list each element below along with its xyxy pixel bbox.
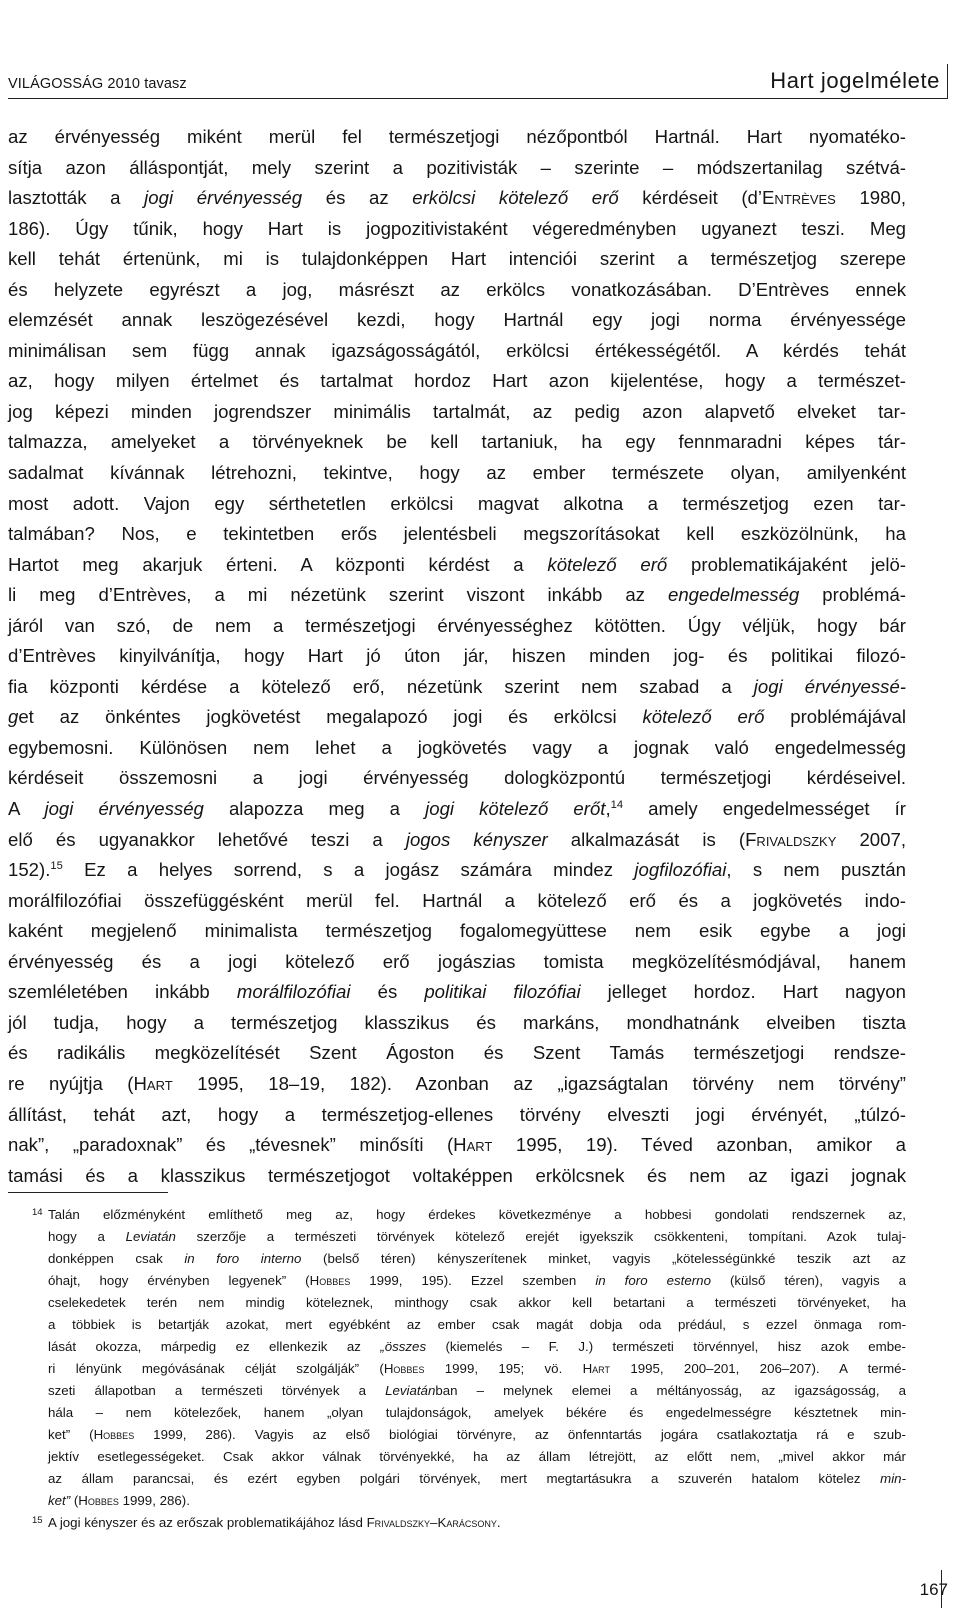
text-run: jektív esetlegességeket. Csak akkor válnak törvényekké, ha az állam létrejött, az előtt nem, „mivel akkor már bbox=[48, 1449, 906, 1464]
author-name: Karácsony bbox=[437, 1515, 497, 1530]
header-rule bbox=[8, 98, 948, 99]
text-run: – bbox=[430, 1515, 438, 1530]
italic-text: engedelmesség bbox=[667, 584, 800, 606]
text-run: d’Entrèves kinyilvánítja, hogy Hart jó úton jár, hiszen minden jog- és politikai filozó- bbox=[8, 645, 906, 667]
body-line bbox=[8, 702, 906, 733]
article-title: Hart jogelmélete bbox=[770, 68, 940, 93]
text-run: alapozza meg a bbox=[203, 798, 426, 820]
body-line bbox=[8, 122, 906, 153]
author-name: Hobbes bbox=[383, 1361, 425, 1376]
body-line bbox=[8, 153, 906, 184]
text-run: 1999, 195). Ezzel szemben bbox=[350, 1273, 596, 1288]
text-run: tamási és a klasszikus természetjogot voltaképpen erkölcsnek és nem az igazi jognak bbox=[8, 1164, 906, 1186]
body-line bbox=[8, 550, 906, 581]
text-run: lasztották a bbox=[8, 187, 145, 209]
footnote-reference: 15 bbox=[50, 859, 63, 872]
author-name: Hobbes bbox=[93, 1427, 135, 1442]
footnote-reference: 14 bbox=[610, 798, 624, 811]
header-corner-rule bbox=[947, 64, 948, 98]
italic-text: jogi érvényesség bbox=[144, 187, 303, 209]
italic-text: „összes bbox=[380, 1339, 427, 1354]
text-run: ( bbox=[70, 1493, 79, 1508]
author-name: Hart bbox=[582, 1361, 611, 1376]
text-run: re nyújtja ( bbox=[8, 1072, 134, 1094]
text-run: szerzője a természeti törvények kötelező erejét igyekszik csökkenteni, tompítani. Azok tulaj- bbox=[175, 1229, 906, 1244]
footnote-line bbox=[48, 1380, 906, 1402]
text-run: és bbox=[350, 981, 425, 1003]
text-run: 2007, bbox=[836, 828, 906, 850]
text-run: , s nem pusztán bbox=[726, 859, 906, 881]
text-run: jól tudja, hogy a természetjog klasszikus és markáns, mondhatnánk elveiben tiszta bbox=[8, 1011, 906, 1033]
text-run: cselekedetek terén nem mindig köteleznek, minthogy csak akkor kell betartani a természeti törvényeket, ha bbox=[48, 1295, 906, 1310]
text-run: ri lényünk megóvásának célját szolgálják” ( bbox=[48, 1361, 384, 1376]
italic-text: g bbox=[8, 706, 19, 728]
text-run: az, hogy milyen értelmet és tartalmat hordoz Hart azon kijelentése, hogy a természet- bbox=[8, 370, 906, 392]
body-line bbox=[8, 794, 906, 825]
text-run: A bbox=[8, 798, 45, 820]
text-run: amely engedelmességet ír bbox=[623, 798, 906, 820]
body-line bbox=[8, 1069, 906, 1100]
text-run: talmában? Nos, e tekintetben erős jelentésbeli megszorításokat kell eszközölnünk, ha bbox=[8, 523, 906, 545]
footnote-line bbox=[48, 1358, 906, 1380]
text-run: (belső téren) kényszerítenek minket, vagyis „kötelességünkké teszik azt az bbox=[301, 1251, 906, 1266]
text-run: problémájával bbox=[764, 706, 906, 728]
footnote-line bbox=[48, 1402, 906, 1424]
text-run: az állam parancsai, és ezért egyben polgári törvények, mert megtartásukra a szuverén hatalom kötelez bbox=[48, 1471, 881, 1486]
footnote-line bbox=[48, 1270, 906, 1292]
text-run: fia központi kérdése a kötelező erő, nézetünk szerint nem szabad a bbox=[8, 675, 754, 697]
text-run: Talán előzményként említhető meg az, hogy érdekes következménye a hobbesi gondolati rendszernek az, bbox=[48, 1207, 906, 1222]
footnote-line bbox=[48, 1468, 906, 1490]
text-run: 1999, 286). Vagyis az első biológiai törvényre, az önfenntartás jogára csatlakoztatja rá e szub- bbox=[134, 1427, 906, 1442]
body-line bbox=[8, 672, 906, 703]
author-name: Hart bbox=[453, 1134, 493, 1156]
journal-issue: VILÁGOSSÁG 2010 tavasz bbox=[8, 76, 187, 92]
footnote-line bbox=[48, 1248, 906, 1270]
text-run: szeti állapotban a természeti törvények a bbox=[48, 1383, 386, 1398]
page-number: 167 bbox=[919, 1580, 948, 1599]
italic-text: erkölcsi kötelező erő bbox=[412, 187, 619, 209]
body-line bbox=[8, 916, 906, 947]
text-run: jog képezi minden jogrendszer minimális tartalmát, az pedig azon alapvető elveket tar- bbox=[8, 400, 906, 422]
italic-text: ket” bbox=[48, 1493, 71, 1508]
text-run: 1995, 18–19, 182). Azonban az „igazságtalan törvény nem törvény” bbox=[172, 1072, 906, 1094]
body-line bbox=[8, 1038, 906, 1069]
text-run: ket” ( bbox=[48, 1427, 94, 1442]
text-run: és radikális megközelítését Szent Ágoston és Szent Tamás természetjogi rendsze- bbox=[8, 1042, 906, 1064]
footnote-line bbox=[48, 1424, 906, 1446]
italic-text: in foro esterno bbox=[595, 1273, 711, 1288]
text-run: lását okozza, márpedig ez ellenkezik az bbox=[48, 1339, 381, 1354]
footnote-line bbox=[48, 1226, 906, 1248]
body-line bbox=[8, 977, 906, 1008]
text-run: járól van szó, de nem a természetjogi érvényességhez kötötten. Úgy véljük, hogy bár bbox=[8, 614, 906, 636]
text-run: Hartot meg akarjuk érteni. A központi kérdést a bbox=[8, 553, 548, 575]
text-run: szemléletében inkább bbox=[8, 981, 237, 1003]
text-run: A jogi kényszer és az erőszak problematikájához lásd bbox=[48, 1515, 367, 1530]
text-run: hogy a bbox=[48, 1229, 126, 1244]
text-run: kaként megjelenő minimalista természetjog fogalomegyüttese nem esik egybe a jogi bbox=[8, 920, 906, 942]
italic-text: politikai filozófiai bbox=[424, 981, 581, 1003]
text-run: állítást, tehát azt, hogy a természetjog-ellenes törvény elveszti jogi érvényét, „túlzó- bbox=[8, 1103, 906, 1125]
text-run: sadalmat kívánnak létrehozni, tekintve, hogy az ember természete olyan, amilyenként bbox=[8, 462, 906, 484]
body-text bbox=[8, 122, 906, 1191]
italic-text: morálfilozófiai bbox=[236, 981, 351, 1003]
text-run: egybemosni. Különösen nem lehet a jogkövetés vagy a jognak való engedelmesség bbox=[8, 736, 906, 758]
body-line bbox=[8, 763, 906, 794]
italic-text: jogfilozófiai bbox=[634, 859, 727, 881]
body-line bbox=[8, 214, 906, 245]
footnote bbox=[8, 1512, 906, 1534]
body-line bbox=[8, 947, 906, 978]
body-line bbox=[8, 1161, 906, 1192]
text-run: et az önkéntes jogkövetést megalapozó jogi és erkölcsi bbox=[18, 706, 643, 728]
text-run: hála – nem kötelezőek, hanem „olyan tulajdonságok, amelyek békére és engedelmességre késztetnek min- bbox=[48, 1405, 906, 1420]
text-run: , bbox=[605, 798, 611, 820]
italic-text: jogi érvényessé- bbox=[753, 675, 907, 697]
body-line bbox=[8, 1008, 906, 1039]
footnote-line bbox=[48, 1446, 906, 1468]
text-run: 1995, 19). Téved azonban, amikor a bbox=[492, 1134, 907, 1156]
text-run: kérdéseit összemosni a jogi érvényesség dologközpontú természetjogi kérdéseivel. bbox=[8, 767, 906, 789]
text-run: most adott. Vajon egy sérthetetlen erkölcsi magvat alkotna a természetjog ezen tar- bbox=[8, 492, 906, 514]
footnote-line bbox=[48, 1292, 906, 1314]
italic-text: kötelező erő bbox=[642, 706, 765, 728]
italic-text: min- bbox=[880, 1471, 906, 1486]
body-line bbox=[8, 458, 906, 489]
text-run: 152). bbox=[8, 859, 51, 881]
body-line bbox=[8, 611, 906, 642]
author-name: Hobbes bbox=[309, 1273, 351, 1288]
italic-text: jogos kényszer bbox=[405, 828, 548, 850]
italic-text: in foro interno bbox=[184, 1251, 302, 1266]
footnote bbox=[8, 1204, 906, 1512]
body-line bbox=[8, 1130, 906, 1161]
text-run: és az bbox=[302, 187, 413, 209]
italic-text: jogi kötelező erőt bbox=[425, 798, 606, 820]
text-run: és helyzete egyrészt a jog, másrészt az erkölcs vonatkozásában. D’Entrèves ennek bbox=[8, 278, 906, 300]
text-run: ban – melynek elemei a méltányosság, az igazságosság, a bbox=[435, 1383, 906, 1398]
footnote-number: 14 bbox=[32, 1207, 43, 1218]
italic-text: Leviatán bbox=[125, 1229, 176, 1244]
text-run: . bbox=[496, 1515, 501, 1530]
italic-text: kötelező erő bbox=[547, 553, 668, 575]
body-line bbox=[8, 427, 906, 458]
text-run: a többiek is betartják azokat, mert egyébként az ember csak magát dobja oda prédául, s ezzel önmaga rom- bbox=[48, 1317, 906, 1332]
author-name: Hobbes bbox=[78, 1493, 119, 1508]
text-run: nak”, „paradoxnak” és „tévesnek” minősíti ( bbox=[8, 1134, 454, 1156]
body-line bbox=[8, 855, 906, 886]
footnote-number: 15 bbox=[32, 1515, 43, 1526]
footnote-line bbox=[48, 1512, 906, 1534]
text-run: (külső téren), vagyis a bbox=[710, 1273, 906, 1288]
text-run: 1999, 195; vö. bbox=[424, 1361, 583, 1376]
text-run: sítja azon álláspontját, mely szerint a pozitivisták – szerinte – módszertanilag szétvá- bbox=[8, 156, 906, 178]
text-run: morálfilozófiai összefüggésként merül fel. Hartnál a kötelező erő és a jogkövetés indo- bbox=[8, 889, 906, 911]
author-name: Hart bbox=[133, 1072, 173, 1094]
author-name: Frivaldszky bbox=[366, 1515, 431, 1530]
text-run: problémá- bbox=[799, 584, 906, 606]
body-line bbox=[8, 886, 906, 917]
body-line bbox=[8, 244, 906, 275]
text-run: óhajt, hogy érvényben legyenek” ( bbox=[48, 1273, 310, 1288]
body-line bbox=[8, 1100, 906, 1131]
footnote-line bbox=[48, 1490, 906, 1512]
text-run: li meg d’Entrèves, a mi nézetünk szerint viszont inkább az bbox=[8, 584, 668, 606]
text-run: jelleget hordoz. Hart nagyon bbox=[580, 981, 906, 1003]
text-run: donképpen csak bbox=[48, 1251, 185, 1266]
text-run: (kiemelés – F. J.) természeti törvénnyel, hisz azok embe- bbox=[426, 1339, 906, 1354]
text-run: minimálisan sem függ annak igazságosságától, erkölcsi értékességétől. A kérdés tehát bbox=[8, 339, 906, 361]
text-run: alkalmazását is ( bbox=[547, 828, 746, 850]
text-run: érvényesség és a jogi kötelező erő jogászias tomista megközelítésmódjával, hanem bbox=[8, 950, 906, 972]
text-run: elemzését annak leszögezésével kezdi, hogy Hartnál egy jogi norma érvényessége bbox=[8, 309, 906, 331]
text-run: problematikájaként jelö- bbox=[667, 553, 906, 575]
text-run: elő és ugyanakkor lehetővé teszi a bbox=[8, 828, 406, 850]
body-line bbox=[8, 580, 906, 611]
author-name: Frivaldszky bbox=[745, 828, 837, 850]
body-line bbox=[8, 519, 906, 550]
body-line bbox=[8, 183, 906, 214]
text-run: az érvényesség miként merül fel természetjogi nézőpontból Hartnál. Hart nyomatéko- bbox=[8, 126, 906, 147]
footnote-line bbox=[48, 1314, 906, 1336]
footnote-line bbox=[48, 1336, 906, 1358]
text-run: 186). Úgy tűnik, hogy Hart is jogpozitivistaként végeredményben ugyanezt teszi. Meg bbox=[8, 217, 906, 239]
footnotes bbox=[8, 1204, 906, 1534]
body-line bbox=[8, 275, 906, 306]
body-line bbox=[8, 366, 906, 397]
body-line bbox=[8, 336, 906, 367]
author-name: Entrèves bbox=[762, 187, 836, 209]
running-head bbox=[8, 64, 948, 104]
footnote-separator bbox=[8, 1192, 168, 1193]
text-run: 1999, 286). bbox=[118, 1493, 190, 1508]
body-line bbox=[8, 641, 906, 672]
body-line bbox=[8, 733, 906, 764]
body-line bbox=[8, 489, 906, 520]
text-run: 1980, bbox=[835, 187, 906, 209]
text-run: talmazza, amelyeket a törvényeknek be kell tartaniuk, ha egy fennmaradni képes tár- bbox=[8, 431, 906, 453]
text-run: Ez a helyes sorrend, s a jogász számára mindez bbox=[62, 859, 635, 881]
text-run: kell tehát értenünk, mi is tulajdonképpen Hart intenciói szerint a természetjog szerepe bbox=[8, 248, 906, 270]
text-run: kérdéseit (d’ bbox=[618, 187, 763, 209]
italic-text: jogi érvényesség bbox=[44, 798, 204, 820]
body-line bbox=[8, 305, 906, 336]
body-line bbox=[8, 397, 906, 428]
body-line bbox=[8, 825, 906, 856]
text-run: 1995, 200–201, 206–207). A termé- bbox=[610, 1361, 907, 1376]
footnote-line bbox=[48, 1204, 906, 1226]
italic-text: Leviatán bbox=[385, 1383, 436, 1398]
